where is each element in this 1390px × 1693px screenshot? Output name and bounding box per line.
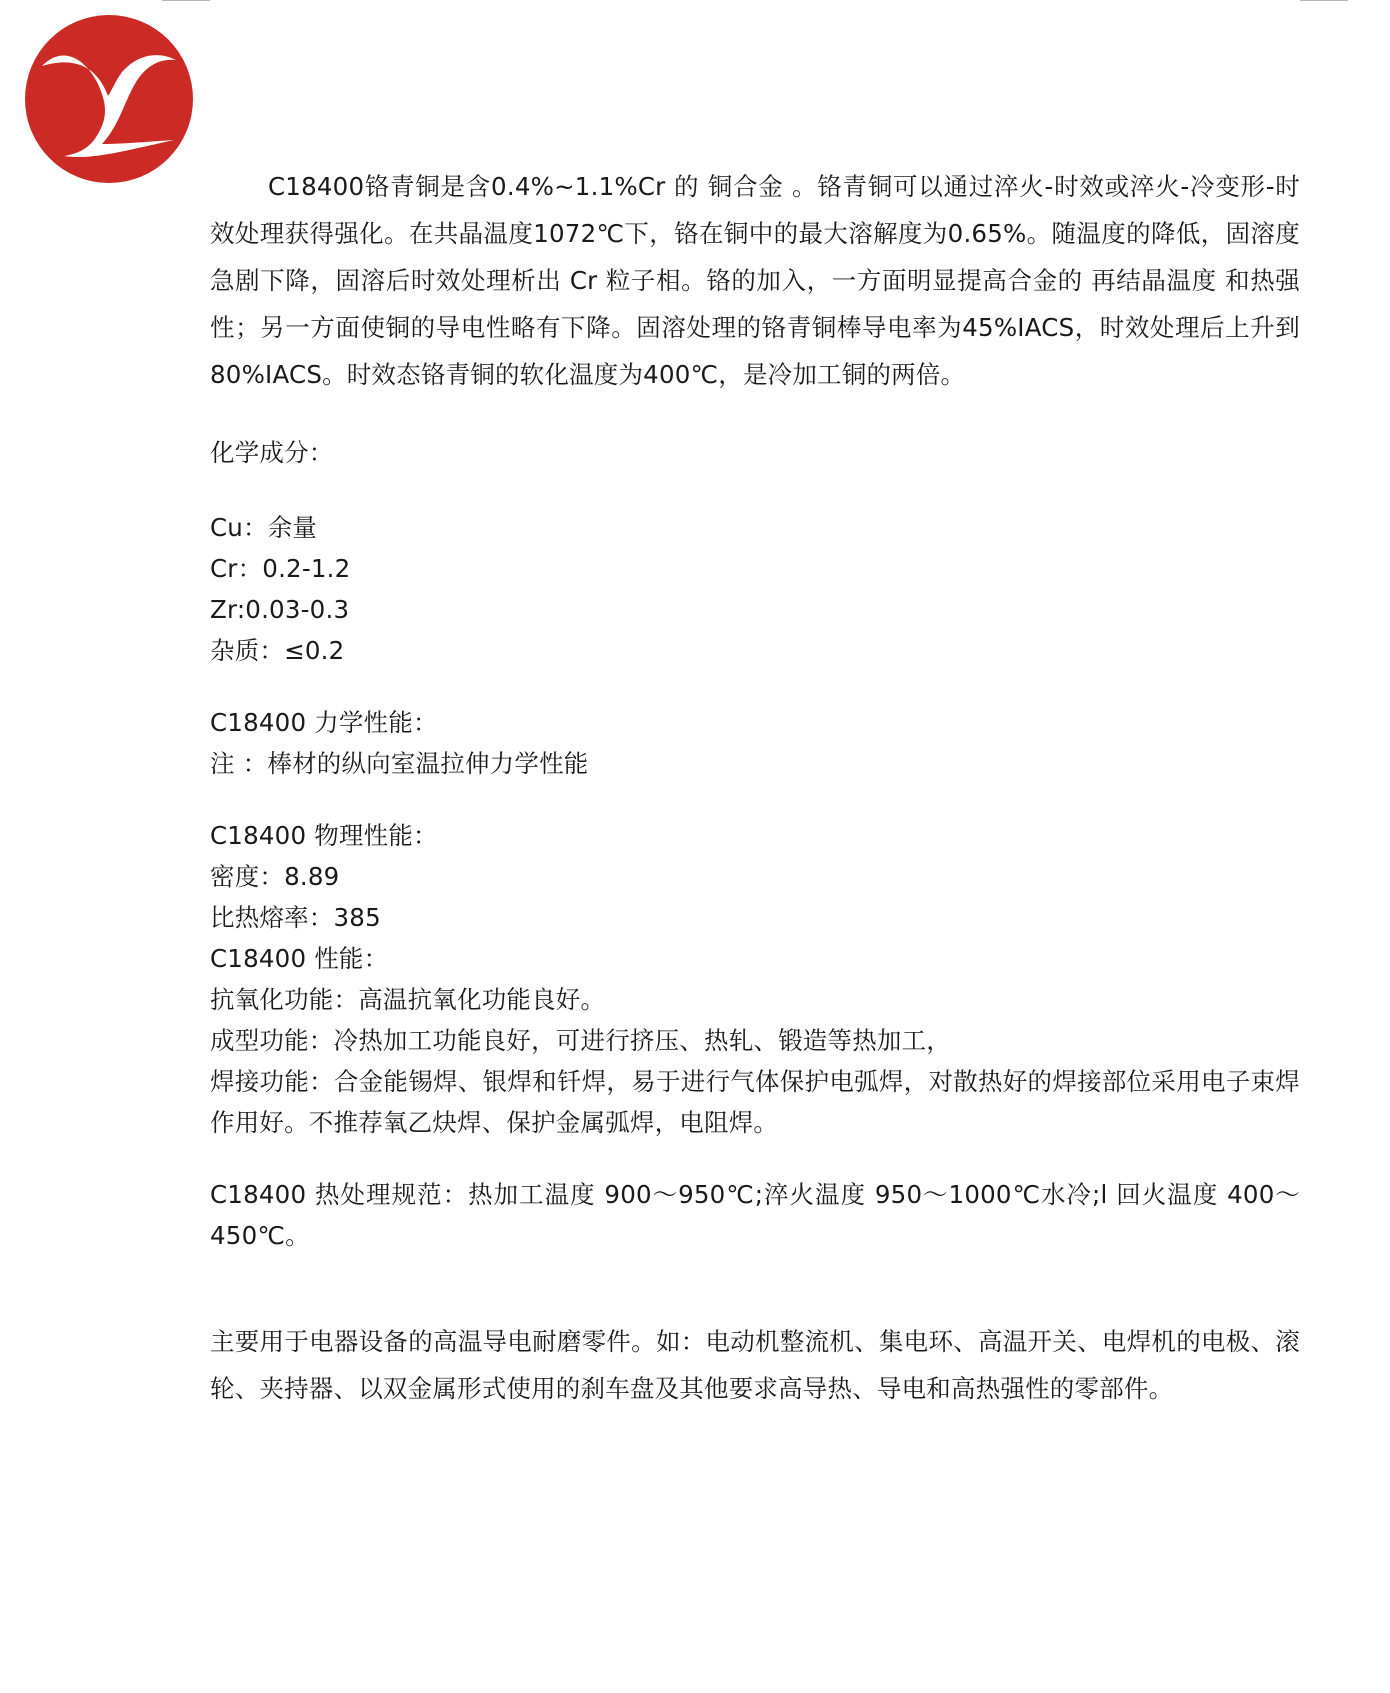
top-left-rule (162, 0, 210, 1)
chemistry-item-cr: Cr：0.2-1.2 (210, 554, 351, 583)
heat-treatment-line: C18400 热处理规范：热加工温度 900～950℃;淬火温度 950～1000℃水冷;l 回火温度 400～450℃。 (210, 1180, 1300, 1250)
document-body (210, 163, 1300, 1412)
physical-section (210, 815, 1300, 1143)
welding-line: 焊接功能：合金能锡焊、银焊和钎焊，易于进行气体保护电弧焊，对散热好的焊接部位采用电子束焊作用好。不推荐氧乙炔焊、保护金属弧焊，电阻焊。 (210, 1067, 1300, 1137)
chemistry-list (210, 507, 1300, 671)
chemistry-item-zr: Zr:0.03-0.3 (210, 595, 350, 624)
chemistry-item-impurity: 杂质：≤0.2 (210, 636, 345, 665)
forming-line: 成型功能：冷热加工功能良好，可进行挤压、热轧、锻造等热加工， (210, 1026, 951, 1055)
density-line: 密度：8.89 (210, 862, 340, 891)
company-logo (24, 14, 194, 184)
chemistry-title: 化学成分： (210, 438, 334, 467)
mechanical-section (210, 702, 1300, 784)
heat-treatment-section (210, 1174, 1300, 1256)
specific-heat-line: 比热熔率：385 (210, 903, 381, 932)
mechanical-note: 注 ：棒材的纵向室温拉伸力学性能 (210, 749, 589, 778)
applications-paragraph: 主要用于电器设备的高温导电耐磨零件。如：电动机整流机、集电环、高温开关、电焊机的电极、滚轮、夹持器、以双金属形式使用的刹车盘及其他要求高导热、导电和高热强性的零部件。 (210, 1327, 1300, 1403)
performance-title: C18400 性能： (210, 944, 389, 973)
intro-paragraph: C18400铬青铜是含0.4%~1.1%Cr 的 铜合金 。铬青铜可以通过淬火-时效或淬火-冷变形-时效处理获得强化。在共晶温度1072℃下，铬在铜中的最大溶解度为0.65%。随温度的降低，固溶度急剧下降，固溶后时效处理析出 Cr 粒子相。铬的加入，一方面明显提高合金的 再结晶温度 和热强性；另一方面使铜的导电性略有下降。固溶处理的铬青铜棒导电率为45%IACS，时效处理后上升到80%IACS。时效态铬青铜的软化温度为400℃，是冷加工铜的两倍。 (210, 172, 1300, 389)
mechanical-title: C18400 力学性能： (210, 708, 438, 737)
chemistry-item-cu: Cu：余量 (210, 513, 318, 542)
top-right-rule (1300, 0, 1348, 1)
logo-icon (24, 14, 194, 184)
physical-title: C18400 物理性能： (210, 821, 438, 850)
oxidation-line: 抗氧化功能：高温抗氧化功能良好。 (210, 985, 606, 1014)
